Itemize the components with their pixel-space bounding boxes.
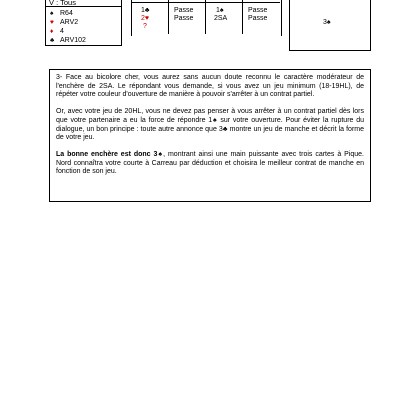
hand-cards-diamonds: 4 (60, 28, 64, 35)
bid-cell: Passe (248, 7, 268, 14)
explanation-paragraph-1: 3- Face au bicolore cher, vous aurez sans aucun doute reconnu le caractère modérateur de l'enchère de 2SA. Le répondant vous demande, si vous avez un jeu minimum (18-19HL), de répéter votre couleur d'ouverture de manière à pouvoir s'arrêter à un contrat partiel. (56, 74, 364, 99)
bid-cell: 1♣ (141, 7, 150, 14)
bid-cell: Passe (248, 15, 268, 22)
bid-cell: 1♠ (216, 7, 224, 14)
bidding-header-sud (132, 0, 168, 3)
bidding-column-nord (206, 0, 243, 34)
bidding-header-est (243, 0, 280, 3)
hand-row-hearts (50, 18, 78, 27)
spade-icon: ♠ (50, 10, 54, 17)
hand-box (45, 0, 122, 46)
hand-cards-spades: R64 (60, 10, 73, 17)
bid-cell: Passe (174, 7, 194, 14)
club-icon: ♣ (50, 37, 55, 44)
bidding-header-ouest (169, 0, 205, 3)
bidding-header-nord (206, 0, 242, 3)
hand-divider (46, 6, 121, 7)
hand-row-diamonds (50, 27, 64, 36)
heart-icon: ♥ (50, 19, 54, 26)
hand-row-clubs (50, 36, 86, 45)
answer-box (289, 0, 371, 51)
bidding-column-sud (132, 0, 169, 34)
hand-cards-hearts: ARV2 (60, 19, 79, 26)
explanation-paragraph-3 (56, 151, 364, 177)
bid-cell: 2SA (214, 15, 228, 22)
explanation-box (49, 69, 371, 202)
bid-cell: 2♥ (141, 15, 150, 22)
bidding-table (131, 0, 282, 36)
explanation-paragraph-2: Or, avec votre jeu de 20HL, vous ne devez pas penser à vous arrêter à un contrat partiel dès lors que votre partenaire a eu la force de répondre 1♠ sur votre ouverture. Pour éviter la rupture du dialogue, un bon principe : toute autre annonce que 3♣ montre un jeu de manche et décrit la forme de votre jeu. (56, 108, 364, 142)
bidding-column-ouest (169, 0, 206, 34)
conclusion-bold: La bonne enchère est donc 3♠ (56, 150, 164, 158)
hand-cards-clubs: ARV102 (60, 37, 86, 44)
answer-bid: 3♠ (323, 19, 331, 26)
bid-cell-question: ? (143, 23, 147, 30)
bid-cell: Passe (174, 15, 194, 22)
vulnerability-label: V : Tous (49, 0, 76, 7)
bidding-column-est (243, 0, 280, 34)
diamond-icon: ♦ (50, 28, 54, 35)
answer-box-rule (300, 0, 360, 2)
conclusion-text: , montrant ainsi une main puissante avec trois cartes à Pique. Nord connaîtra votre courte à Carreau par déduction et choisira le meilleur contrat de manche en fonction de son jeu. (56, 150, 364, 176)
hand-row-spades (50, 9, 73, 18)
